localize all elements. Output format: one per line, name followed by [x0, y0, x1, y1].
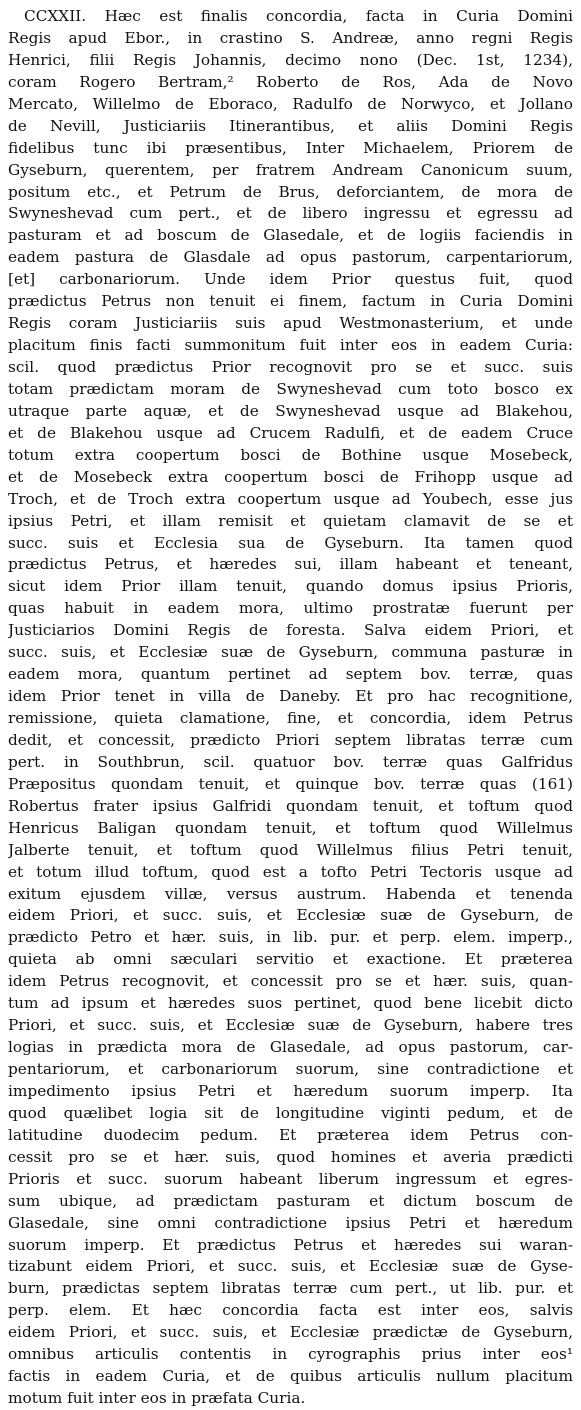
- text-line: prædictus Petrus non tenuit ei finem, factum in Curia Domini: [8, 292, 573, 311]
- text-line: burn, prædictas septem libratas terræ cum pert., ut lib. pur. et: [8, 1279, 573, 1298]
- charter-heading-line: CCXXII. Hæc est finalis concordia, facta in Curia Domini: [24, 7, 573, 25]
- text-line: logias in prædicta mora de Glasedale, ad opus pastorum, car-: [8, 1038, 573, 1057]
- text-line: Regis apud Ebor., in crastino S. Andreæ, anno regni Regis: [8, 28, 573, 47]
- text-line: totum extra coopertum bosci de Bothine usque Mosebeck,: [8, 445, 573, 464]
- text-line: [et] carbonariorum. Unde idem Prior questus fuit, quod: [8, 270, 573, 289]
- text-line: coram Rogero Bertram,² Roberto de Ros, Ada de Novo: [8, 72, 573, 91]
- text-line: Henrici, filii Regis Johannis, decimo nono (Dec. 1st, 1234),: [8, 50, 573, 69]
- text-line: Jalberte tenuit, et toftum quod Willelmus filius Petri tenuit,: [8, 840, 573, 859]
- text-line: cessit pro se et hær. suis, quod homines et averia prædicti: [8, 1147, 573, 1166]
- text-line: omnibus articulis contentis in cyrographis prius inter eos¹: [8, 1345, 573, 1364]
- text-line: Prioris et succ. suorum habeant liberum ingressum et egres-: [8, 1169, 573, 1188]
- text-line: Swyneshevad cum pert., et de libero ingressu et egressu ad: [8, 204, 573, 223]
- text-line: de Nevill, Justiciariis Itinerantibus, et aliis Domini Regis: [8, 116, 573, 135]
- text-line: suorum imperp. Et prædictus Petrus et hæredes sui waran-: [8, 1235, 573, 1254]
- text-line: Regis coram Justiciariis suis apud Westmonasterium, et unde: [8, 314, 573, 333]
- text-line: pasturam et ad boscum de Glasedale, et de logiis faciendis in: [8, 226, 573, 245]
- text-line: Justiciarios Domini Regis de foresta. Salva eidem Priori, et: [8, 621, 573, 640]
- text-line: utraque parte aquæ, et de Swyneshevad usque ad Blakehou,: [8, 401, 573, 420]
- text-line: eadem pastura de Glasdale ad opus pastorum, carpentariorum,: [8, 248, 573, 267]
- text-line: prædicto Petro et hær. suis, in lib. pur. et perp. elem. imperp.,: [8, 928, 573, 947]
- text-line: remissione, quieta clamatione, fine, et concordia, idem Petrus: [8, 709, 573, 727]
- text-line: factis in eadem Curia, et de quibus articulis nullum placitum: [8, 1367, 573, 1386]
- text-line: placitum finis facti summonitum fuit inter eos in eadem Curia:: [8, 336, 573, 355]
- text-line: pentariorum, et carbonariorum suorum, sine contradictione et: [8, 1060, 573, 1078]
- text-line: latitudine duodecim pedum. Et præterea idem Petrus con-: [8, 1125, 573, 1144]
- text-line: totam prædictam moram de Swyneshevad cum toto bosco ex: [8, 379, 573, 398]
- text-line: prædictus Petrus, et hæredes sui, illam habeant et teneant,: [8, 555, 573, 574]
- text-line: idem Petrus recognovit, et concessit pro se et hær. suis, quan-: [8, 972, 573, 991]
- text-line: eidem Priori, et succ. suis, et Ecclesiæ suæ de Gyseburn, de: [8, 906, 573, 925]
- text-line: et de Blakehou usque ad Crucem Radulfi, et de eadem Cruce: [8, 423, 573, 442]
- text-line: sum ubique, ad prædictam pasturam et dictum boscum de: [8, 1191, 573, 1210]
- text-line: positum etc., et Petrum de Brus, deforciantem, de mora de: [8, 182, 573, 201]
- text-line: eadem mora, quantum pertinet ad septem bov. terræ, quas: [8, 665, 573, 684]
- text-line: impedimento ipsius Petri et hæredum suorum imperp. Ita: [8, 1081, 573, 1100]
- text-line: idem Prior tenet in villa de Daneby. Et pro hac recognitione,: [8, 687, 573, 706]
- text-line: quieta ab omni sæculari servitio et exactione. Et præterea: [8, 950, 573, 969]
- text-line: Glasedale, sine omni contradictione ipsius Petri et hæredum: [8, 1213, 573, 1232]
- text-line: Henricus Baligan quondam tenuit, et toftum quod Willelmus: [8, 818, 573, 837]
- text-line: Priori, et succ. suis, et Ecclesiæ suæ de Gyseburn, habere tres: [8, 1016, 573, 1035]
- text-line: motum fuit inter eos in præfata Curia.: [8, 1389, 306, 1408]
- text-line: succ. suis et Ecclesia sua de Gyseburn. Ita tamen quod: [8, 533, 573, 552]
- text-line: sicut idem Prior illam tenuit, quando domus ipsius Prioris,: [8, 577, 573, 596]
- text-line: et de Mosebeck extra coopertum bosci de Frihopp usque ad: [8, 467, 573, 486]
- text-line: pert. in Southbrun, scil. quatuor bov. terræ quas Galfridus: [8, 752, 573, 771]
- text-line: tum ad ipsum et hæredes suos pertinet, quod bene licebit dicto: [8, 994, 573, 1013]
- text-line: scil. quod prædictus Prior recognovit pro se et succ. suis: [8, 358, 573, 376]
- text-line: et totum illud toftum, quod est a tofto Petri Tectoris usque ad: [8, 862, 573, 881]
- text-line: perp. elem. Et hæc concordia facta est inter eos, salvis: [8, 1301, 573, 1320]
- text-line: Robertus frater ipsius Galfridi quondam tenuit, et toftum quod: [8, 796, 573, 815]
- text-line: succ. suis, et Ecclesiæ suæ de Gyseburn, communa pasturæ in: [8, 643, 573, 662]
- text-line: ipsius Petri, et illam remisit et quietam clamavit de se et: [8, 511, 573, 530]
- text-line: exitum ejusdem villæ, versus austrum. Habenda et tenenda: [8, 884, 573, 903]
- text-line: eidem Priori, et succ. suis, et Ecclesiæ prædictæ de Gyseburn,: [8, 1323, 573, 1342]
- text-line: Præpositus quondam tenuit, et quinque bov. terræ quas (161): [8, 774, 573, 793]
- text-line: Troch, et de Troch extra coopertum usque ad Youbech, esse jus: [8, 489, 573, 508]
- text-line: dedit, et concessit, prædicto Priori septem libratas terræ cum: [8, 730, 573, 749]
- text-line: tizabunt eidem Priori, et succ. suis, et Ecclesiæ suæ de Gyse-: [8, 1257, 573, 1276]
- text-line: Mercato, Willelmo de Eboraco, Radulfo de Norwyco, et Jollano: [8, 94, 573, 113]
- text-line: fidelibus tunc ibi præsentibus, Inter Michaelem, Priorem de: [8, 138, 573, 157]
- text-line: quas habuit in eadem mora, ultimo prostratæ fuerunt per: [8, 599, 573, 618]
- text-line: quod quælibet logia sit de longitudine viginti pedum, et de: [8, 1103, 573, 1122]
- text-line: Gyseburn, querentem, per fratrem Andream Canonicum suum,: [8, 160, 573, 179]
